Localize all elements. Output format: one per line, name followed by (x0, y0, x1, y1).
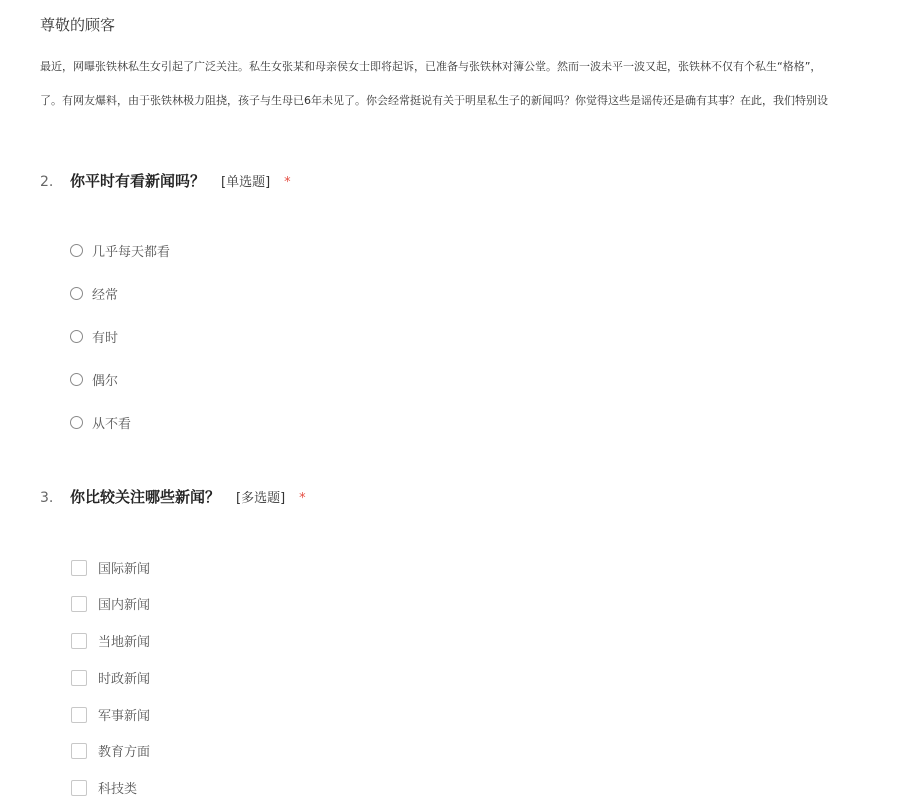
option-label: 时政新闻 (98, 672, 151, 687)
checkbox-icon[interactable] (71, 780, 87, 796)
option-radio[interactable] (70, 370, 118, 389)
question-type-label: [单选题] (221, 175, 271, 190)
question-2-header (40, 170, 291, 191)
option-radio[interactable] (70, 284, 118, 303)
option-checkbox[interactable] (71, 668, 150, 687)
radio-button-icon[interactable] (70, 330, 83, 343)
option-label: 科技类 (98, 782, 138, 797)
option-label: 国际新闻 (98, 562, 151, 577)
option-label: 偶尔 (92, 374, 119, 389)
intro-text-line-1: 最近，网曝张铁林私生女引起了广泛关注。私生女张某和母亲侯女士即将起诉，已准备与张铁林对簿公堂。然而一波未平一波又起，张铁林不仅有个私生“格格”， (40, 60, 822, 73)
required-marker: * (284, 175, 291, 190)
question-3-header (40, 486, 306, 507)
question-type-label: [多选题] (236, 491, 286, 506)
option-label: 从不看 (92, 417, 132, 432)
option-checkbox[interactable] (71, 705, 150, 724)
option-label: 当地新闻 (98, 635, 151, 650)
checkbox-icon[interactable] (71, 560, 87, 576)
option-label: 教育方面 (98, 745, 151, 760)
option-label: 有时 (92, 331, 119, 346)
option-label: 军事新闻 (98, 709, 151, 724)
checkbox-icon[interactable] (71, 596, 87, 612)
option-label: 几乎每天都看 (92, 245, 171, 260)
option-checkbox[interactable] (71, 741, 150, 760)
question-number: 3. (40, 490, 54, 506)
radio-button-icon[interactable] (70, 244, 83, 257)
option-checkbox[interactable] (71, 558, 150, 577)
intro-text-line-2: 了。有网友爆料，由于张铁林极力阻挠，孩子与生母已6年未见了。你会经常挺说有关于明星私生子的新闻吗？你觉得这些是谣传还是确有其事？在此，我们特别设 (40, 94, 828, 107)
option-radio[interactable] (70, 327, 118, 346)
required-marker: * (299, 491, 306, 506)
radio-button-icon[interactable] (70, 373, 83, 386)
option-label: 经常 (92, 288, 119, 303)
option-checkbox[interactable] (71, 631, 150, 650)
checkbox-icon[interactable] (71, 707, 87, 723)
question-title: 你比较关注哪些新闻？ (70, 488, 221, 506)
option-checkbox[interactable] (71, 594, 150, 613)
radio-button-icon[interactable] (70, 416, 83, 429)
checkbox-icon[interactable] (71, 633, 87, 649)
option-radio[interactable] (70, 241, 170, 260)
greeting-heading: 尊敬的顾客 (40, 16, 116, 34)
question-number: 2. (40, 174, 54, 190)
checkbox-icon[interactable] (71, 670, 87, 686)
question-title: 你平时有看新闻吗？ (70, 172, 206, 190)
option-label: 国内新闻 (98, 598, 151, 613)
option-checkbox[interactable] (71, 778, 137, 797)
checkbox-icon[interactable] (71, 743, 87, 759)
radio-button-icon[interactable] (70, 287, 83, 300)
option-radio[interactable] (70, 413, 131, 432)
